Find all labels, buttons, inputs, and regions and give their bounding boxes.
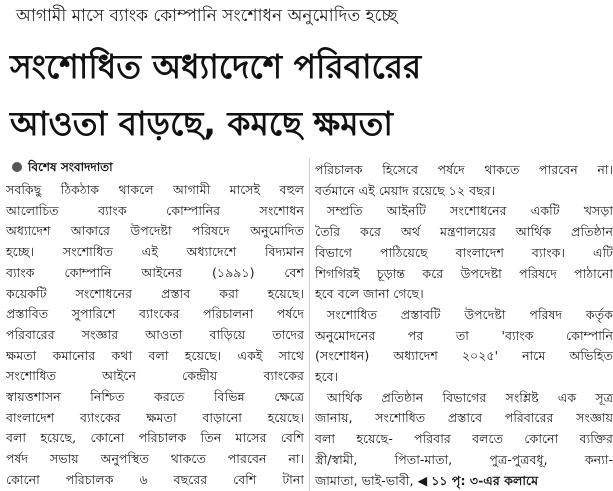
text-line xyxy=(315,471,613,491)
text-line: ব্যাংক কোম্পানি আইনের (১৯৯১) বেশ xyxy=(6,264,304,280)
text-line: সংশোধিত প্রস্তাবটি উপদেষ্টা পরিষদ কর্তৃক xyxy=(327,306,613,322)
paragraph-4 xyxy=(315,305,613,388)
text-line: স্ত্রী/স্বামী, পিতা-মাতা, পুত্র-পুত্রবধূ, কন্যা- xyxy=(315,451,613,467)
continued-arrow-icon: ◀ xyxy=(417,472,428,488)
text-line: পরিবারের সংজ্ঞার আওতা বাড়িয়ে তাদের xyxy=(6,326,304,342)
text-line: তৈরি করে অর্থ মন্ত্রণালয়ের আর্থিক প্রতিষ্ঠান xyxy=(315,224,613,240)
text-line: বাংলাদেশ ব্যাংকের ক্ষমতা বাড়ানো হয়েছে। xyxy=(6,409,304,425)
text-line: কোনো পরিচালক ৬ বছরের বেশি টানা xyxy=(6,471,304,487)
text-line: সম্প্রতি আইনটি সংশোধনের একটি খসড়া xyxy=(327,203,613,219)
text-line: বিভাগে পাঠিয়েছে বাংলাদেশ ব্যাংক। এটি xyxy=(315,244,613,260)
paragraph-3 xyxy=(315,201,613,305)
text-line: (সংশোধন) অধ্যাদেশ ২০২৫' নামে অভিহিত xyxy=(315,348,613,364)
text-line: আর্থিক প্রতিষ্ঠান বিভাগের সংশ্লিষ্ট এক সূত্র xyxy=(327,389,613,405)
text-line: বলা হয়েছে, কোনো পরিচালক তিন মাসের বেশি xyxy=(6,430,304,446)
text-line: অনুমোদনের পর তা 'ব্যাংক কোম্পানি xyxy=(315,327,613,343)
text-line: অধ্যাদেশ আকারে উপদেষ্টা পরিষদে অনুমোদিত xyxy=(6,223,304,239)
text-fragment: জামাতা, ভাই-ভাবী, xyxy=(315,472,414,488)
paragraph-5 xyxy=(315,388,613,491)
text-line: সবকিছু ঠিকঠাক থাকলে আগামী মাসেই বহুল xyxy=(6,182,304,197)
main-headline xyxy=(10,38,610,152)
text-line: জানায়, সংশোধিত প্রস্তাবে পরিবারের সংজ্ঞায় xyxy=(315,410,613,426)
byline xyxy=(12,158,113,176)
paragraph-1 xyxy=(6,180,304,491)
column-divider xyxy=(309,158,310,491)
kicker-headline: আগামী মাসে ব্যাংক কোম্পানি সংশোধন অনুমোদিত হচ্ছে xyxy=(16,6,398,26)
text-line: পরিচালক হিসেবে পর্ষদে থাকতে পারবেন না। xyxy=(315,162,613,177)
headline-line-1: সংশোধিত অধ্যাদেশে পরিবারের xyxy=(10,47,422,86)
text-line: হবে বলে জানা গেছে। xyxy=(315,286,424,302)
text-line: সংশোধিত আইনে কেন্দ্রীয় ব্যাংকের xyxy=(6,368,304,384)
text-line: কয়েকটি সংশোধনের প্রস্তাব করা হয়েছে। xyxy=(6,285,304,301)
text-line: হবে। xyxy=(315,369,339,385)
headline-line-2: আওতা বাড়ছে, কমছে ক্ষমতা xyxy=(10,104,393,143)
text-line: বলা হয়েছে- পরিবার বলতে কোনো ব্যক্তির xyxy=(315,431,613,447)
article-left-column xyxy=(6,180,304,491)
paragraph-2 xyxy=(315,160,613,201)
article-right-column xyxy=(315,160,613,491)
byline-text: বিশেষ সংবাদদাতা xyxy=(28,160,113,174)
text-line: বর্তমানে এই মেয়াদ রয়েছে ১২ বছর। xyxy=(315,182,496,198)
bullet-dot-icon xyxy=(12,162,22,172)
text-line: পর্ষদ সভায় অনুপস্থিত থাকতে পারবেন না। xyxy=(6,451,304,467)
text-line: স্বায়ত্তশাসন নিশ্চিত করতে বিভিন্ন ক্ষেত্রে xyxy=(6,389,304,405)
text-line: হচ্ছে। সংশোধিত এই অধ্যাদেশে বিদ্যমান xyxy=(6,244,304,260)
text-line: ক্ষমতা কমানোর কথা বলা হয়েছে। একই সাথে xyxy=(6,347,304,363)
text-line: আলোচিত ব্যাংক কোম্পানির সংশোধন xyxy=(6,202,304,218)
continued-on-page: ১১ পৃ: ৩-এর কলামে xyxy=(431,472,539,488)
text-line: শিগগিরই চূড়ান্ত করে উপদেষ্টা পরিষদে পাঠানো xyxy=(315,265,613,281)
text-line: প্রস্তাবিত সুপারিশে ব্যাংকের পরিচালনা পর্ষদে xyxy=(6,306,304,322)
